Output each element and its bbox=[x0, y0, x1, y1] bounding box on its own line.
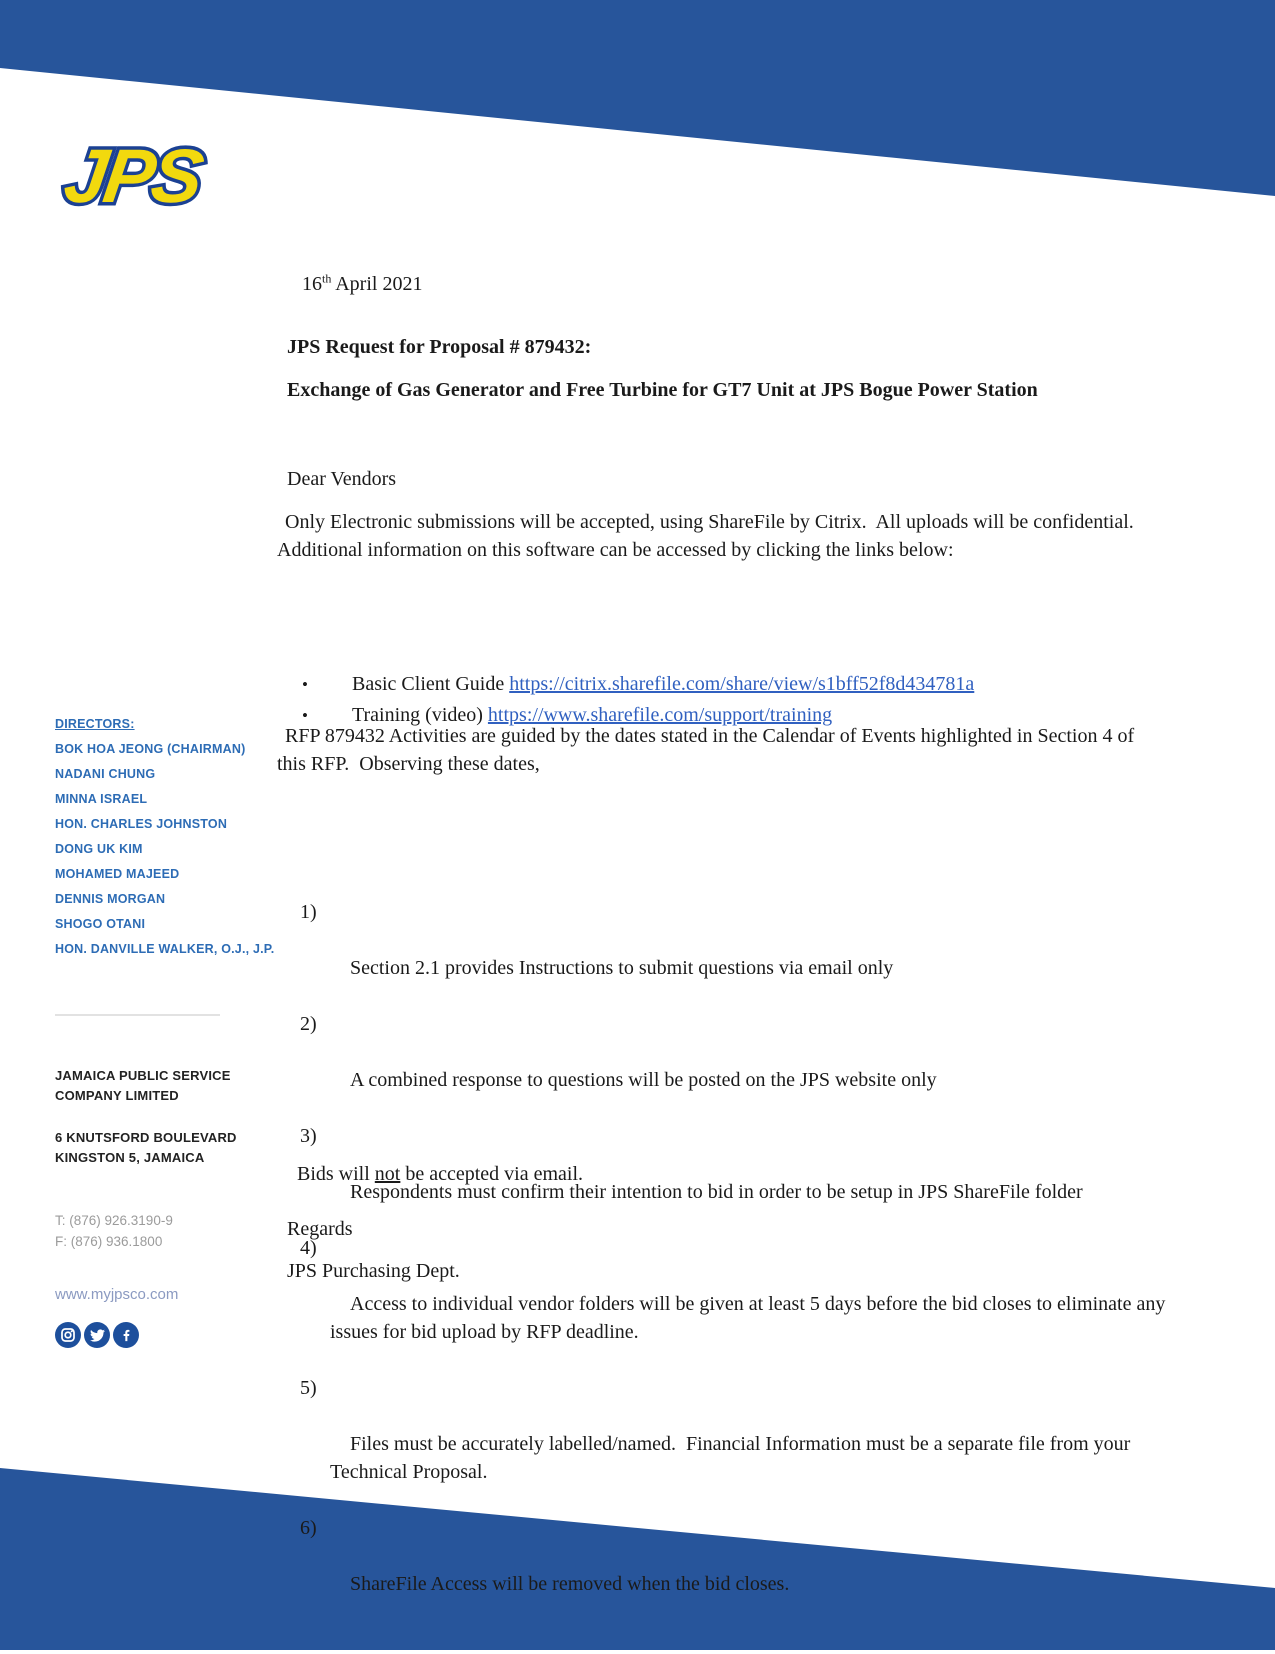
directors-heading: DIRECTORS: bbox=[55, 717, 135, 731]
item-number: 5) bbox=[300, 1377, 317, 1399]
company-name-line2: COMPANY LIMITED bbox=[55, 1088, 179, 1103]
item-text: Access to individual vendor folders will be given at least 5 days before the bid closes to eliminate any issues for bid upload by RFP deadline. bbox=[330, 1293, 1171, 1343]
date-day: 16 bbox=[302, 273, 322, 295]
item-text: Section 2.1 provides Instructions to submit questions via email only bbox=[350, 957, 894, 979]
company-name-line1: JAMAICA PUBLIC SERVICE bbox=[55, 1068, 231, 1083]
director-name: MOHAMED MAJEED bbox=[55, 867, 180, 881]
sidebar-divider bbox=[55, 1014, 220, 1016]
jps-logo-icon bbox=[50, 128, 260, 223]
date-month-year: April 2021 bbox=[331, 273, 423, 295]
bullet-label: Training (video) bbox=[352, 704, 488, 726]
numbered-item bbox=[277, 898, 1187, 1010]
rfp-paragraph: RFP 879432 Activities are guided by the dates stated in the Calendar of Events highlighted in Section 4 of this RFP. Observing these dates, bbox=[277, 725, 1140, 775]
bullet-glyph: • bbox=[302, 675, 308, 694]
telephone-number: T: (876) 926.3190-9 bbox=[55, 1213, 173, 1228]
svg-text:JPS: JPS bbox=[59, 134, 206, 219]
bullet-glyph: • bbox=[302, 706, 308, 725]
sharefile-link[interactable]: https://www.sharefile.com/support/training bbox=[487, 704, 833, 726]
director-name: DENNIS MORGAN bbox=[55, 892, 166, 906]
jps-logo bbox=[50, 128, 260, 228]
underlined-not: not bbox=[374, 1163, 401, 1185]
bids-notice: Bids will not be accepted via email. bbox=[297, 1163, 584, 1185]
facebook-icon[interactable] bbox=[113, 1322, 139, 1348]
numbered-item bbox=[277, 1010, 1187, 1122]
item-text: Respondents must confirm their intention to bid in order to be setup in JPS ShareFile folder bbox=[350, 1181, 1083, 1203]
address-line1: 6 KNUTSFORD BOULEVARD bbox=[55, 1130, 237, 1145]
website-url: www.myjpsco.com bbox=[55, 1286, 179, 1303]
item-number: 1) bbox=[300, 901, 317, 923]
numbered-instructions-list bbox=[277, 842, 1187, 1654]
address-line2: KINGSTON 5, JAMAICA bbox=[55, 1150, 205, 1165]
item-text: ShareFile Access will be removed when the bid closes. bbox=[350, 1573, 790, 1595]
director-name: HON. CHARLES JOHNSTON bbox=[55, 817, 228, 831]
salutation: Dear Vendors bbox=[287, 468, 397, 490]
signature: JPS Purchasing Dept. bbox=[287, 1260, 460, 1282]
item-number: 2) bbox=[300, 1013, 317, 1035]
numbered-item bbox=[277, 1374, 1187, 1514]
subject-line-2: Exchange of Gas Generator and Free Turbine for GT7 Unit at JPS Bogue Power Station bbox=[287, 379, 1038, 401]
twitter-icon[interactable] bbox=[84, 1322, 110, 1348]
director-name: DONG UK KIM bbox=[55, 842, 143, 856]
item-number: 6) bbox=[300, 1517, 317, 1539]
company-name bbox=[55, 1066, 231, 1106]
director-name: NADANI CHUNG bbox=[55, 767, 156, 781]
item-text: Files must be accurately labelled/named. Financial Information must be a separate file from your Technical Proposal. bbox=[330, 1433, 1135, 1483]
item-number: 3) bbox=[300, 1125, 317, 1147]
numbered-item bbox=[277, 1514, 1187, 1626]
company-address bbox=[55, 1128, 237, 1168]
letter-date bbox=[277, 242, 1150, 298]
numbered-item bbox=[277, 1234, 1187, 1374]
social-icons bbox=[55, 1322, 139, 1348]
bullet-item bbox=[277, 669, 1135, 700]
item-text: A combined response to questions will be posted on the JPS website only bbox=[350, 1069, 937, 1091]
bullet-label: Basic Client Guide bbox=[352, 673, 510, 695]
intro-paragraph: Only Electronic submissions will be accepted, using ShareFile by Citrix. All uploads will be confidential. Additional information on this software can be accessed by clicking the links below: bbox=[277, 511, 1138, 561]
sharefile-link[interactable]: https://citrix.sharefile.com/share/view/s1bff52f8d434781a bbox=[509, 673, 975, 695]
fax-number: F: (876) 936.1800 bbox=[55, 1234, 163, 1249]
item-number: 4) bbox=[300, 1237, 317, 1259]
closing: Regards bbox=[287, 1218, 353, 1240]
subject-line-1: JPS Request for Proposal # 879432: bbox=[287, 336, 592, 358]
directors-list bbox=[55, 712, 275, 962]
director-name: SHOGO OTANI bbox=[55, 917, 146, 931]
contact-numbers bbox=[55, 1210, 173, 1252]
director-name: HON. DANVILLE WALKER, O.J., J.P. bbox=[55, 942, 275, 956]
director-name: BOK HOA JEONG (CHAIRMAN) bbox=[55, 742, 246, 756]
director-name: MINNA ISRAEL bbox=[55, 792, 148, 806]
date-ordinal-suffix: th bbox=[322, 271, 332, 286]
instagram-icon[interactable] bbox=[55, 1322, 81, 1348]
